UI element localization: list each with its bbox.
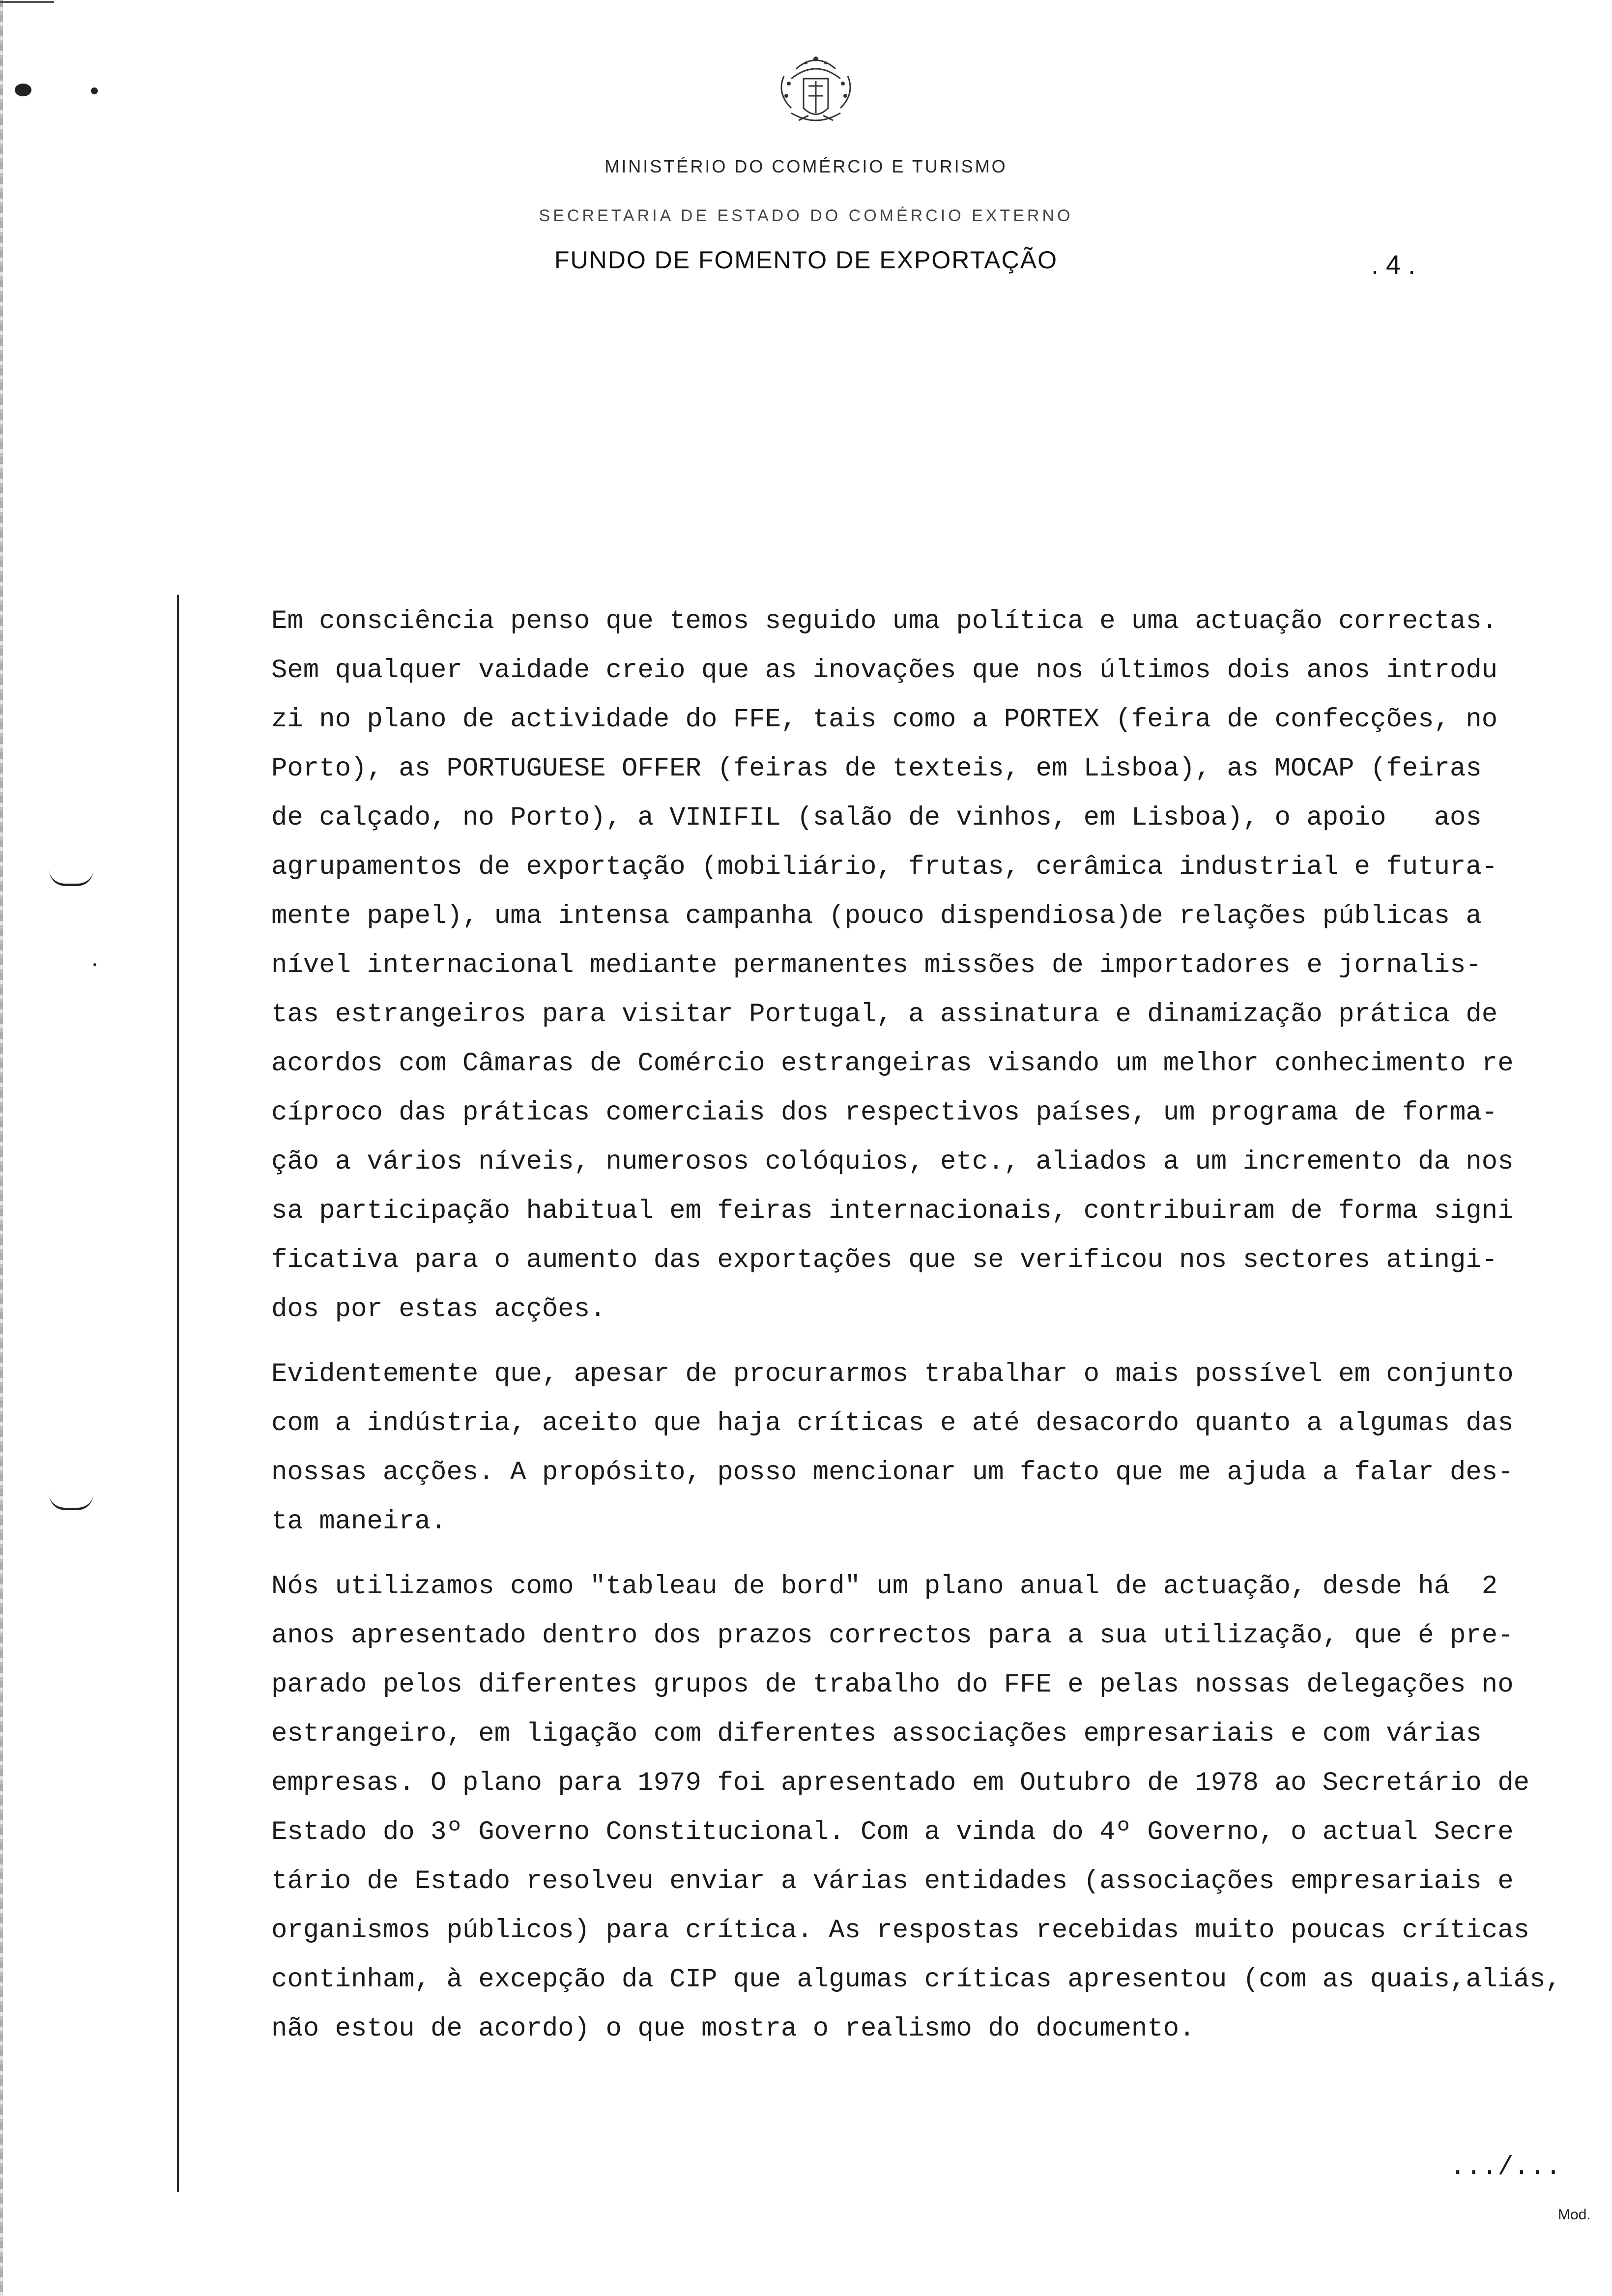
paragraph xyxy=(271,1562,1569,2054)
text-line: continham, à excepção da CIP que algumas críticas apresentou (com as quais,aliás, xyxy=(271,1965,1561,1995)
page-number: . 4 . xyxy=(1371,250,1416,280)
text-line: empresas. O plano para 1979 foi apresentado em Outubro de 1978 ao Secretário de xyxy=(271,1768,1530,1798)
ministry-title: MINISTÉRIO DO COMÉRCIO E TURISMO xyxy=(604,156,1008,176)
text-line: Estado do 3º Governo Constitucional. Com a vinda do 4º Governo, o actual Secre xyxy=(271,1817,1514,1847)
text-line: dos por estas acções. xyxy=(271,1294,606,1324)
secretariat-title: SECRETARIA DE ESTADO DO COMÉRCIO EXTERNO xyxy=(539,206,1073,225)
text-line: acordos com Câmaras de Comércio estrangeiras visando um melhor conhecimento re xyxy=(271,1049,1514,1079)
punch-hole-mark xyxy=(49,870,93,886)
text-line: Evidentemente que, apesar de procurarmos trabalhar o mais possível em conjunto xyxy=(271,1359,1514,1389)
letter-body xyxy=(271,597,1569,2069)
text-line: com a indústria, aceito que haja críticas e até desacordo quanto a algumas das xyxy=(271,1408,1514,1438)
text-line: ção a vários níveis, numerosos colóquios, etc., aliados a um incremento da nos xyxy=(271,1147,1514,1177)
text-line: tas estrangeiros para visitar Portugal, a assinatura e dinamização prática de xyxy=(271,1000,1498,1030)
scan-speck xyxy=(93,963,96,966)
text-line: parado pelos diferentes grupos de trabalho do FFE e pelas nossas delegações no xyxy=(271,1670,1514,1700)
scan-artifact-rule xyxy=(0,1,54,3)
text-line: estrangeiro, em ligação com diferentes associações empresariais e com várias xyxy=(271,1719,1482,1749)
punch-hole-mark xyxy=(49,1494,93,1510)
text-line: sa participação habitual em feiras internacionais, contribuiram de forma signi xyxy=(271,1196,1514,1226)
text-line: zi no plano de actividade do FFE, tais como a PORTEX (feira de confecções, no xyxy=(271,705,1498,735)
text-line: Em consciência penso que temos seguido uma política e uma actuação correctas. xyxy=(271,606,1498,636)
coat-of-arms-emblem xyxy=(762,49,870,133)
paragraph xyxy=(271,597,1569,1334)
text-line: ta maneira. xyxy=(271,1507,447,1537)
text-line: ficativa para o aumento das exportações que se verificou nos sectores atingi- xyxy=(271,1245,1498,1275)
text-line: Sem qualquer vaidade creio que as inovações que nos últimos dois anos introdu xyxy=(271,656,1498,686)
text-line: cíproco das práticas comerciais dos respectivos países, um programa de forma- xyxy=(271,1098,1498,1128)
text-line: anos apresentado dentro dos prazos correctos para a sua utilização, que é pre- xyxy=(271,1621,1514,1651)
text-line: Porto), as PORTUGUESE OFFER (feiras de texteis, em Lisboa), as MOCAP (feiras xyxy=(271,754,1482,784)
margin-rule xyxy=(177,595,179,2192)
scan-speck xyxy=(15,84,31,96)
text-line: organismos públicos) para crítica. As respostas recebidas muito poucas críticas xyxy=(271,1916,1530,1946)
text-line: agrupamentos de exportação (mobiliário, frutas, cerâmica industrial e futura- xyxy=(271,852,1498,882)
form-code: Mod. xyxy=(1558,2207,1591,2223)
continuation-mark: .../... xyxy=(1450,2152,1561,2182)
paragraph xyxy=(271,1350,1569,1547)
text-line: tário de Estado resolveu enviar a várias entidades (associações empresariais e xyxy=(271,1866,1514,1896)
text-line: de calçado, no Porto), a VINIFIL (salão de vinhos, em Lisboa), o apoio aos xyxy=(271,803,1482,833)
text-line: nossas acções. A propósito, posso mencionar um facto que me ajuda a falar des- xyxy=(271,1458,1514,1488)
fund-title: FUNDO DE FOMENTO DE EXPORTAÇÃO xyxy=(554,246,1058,274)
scan-edge xyxy=(0,0,3,2296)
text-line: não estou de acordo) o que mostra o realismo do documento. xyxy=(271,2014,1195,2044)
text-line: Nós utilizamos como "tableau de bord" um plano anual de actuação, desde há 2 xyxy=(271,1572,1498,1602)
scan-speck xyxy=(91,87,98,94)
text-line: nível internacional mediante permanentes missões de importadores e jornalis- xyxy=(271,950,1482,980)
text-line: mente papel), uma intensa campanha (pouco dispendiosa)de relações públicas a xyxy=(271,901,1482,931)
